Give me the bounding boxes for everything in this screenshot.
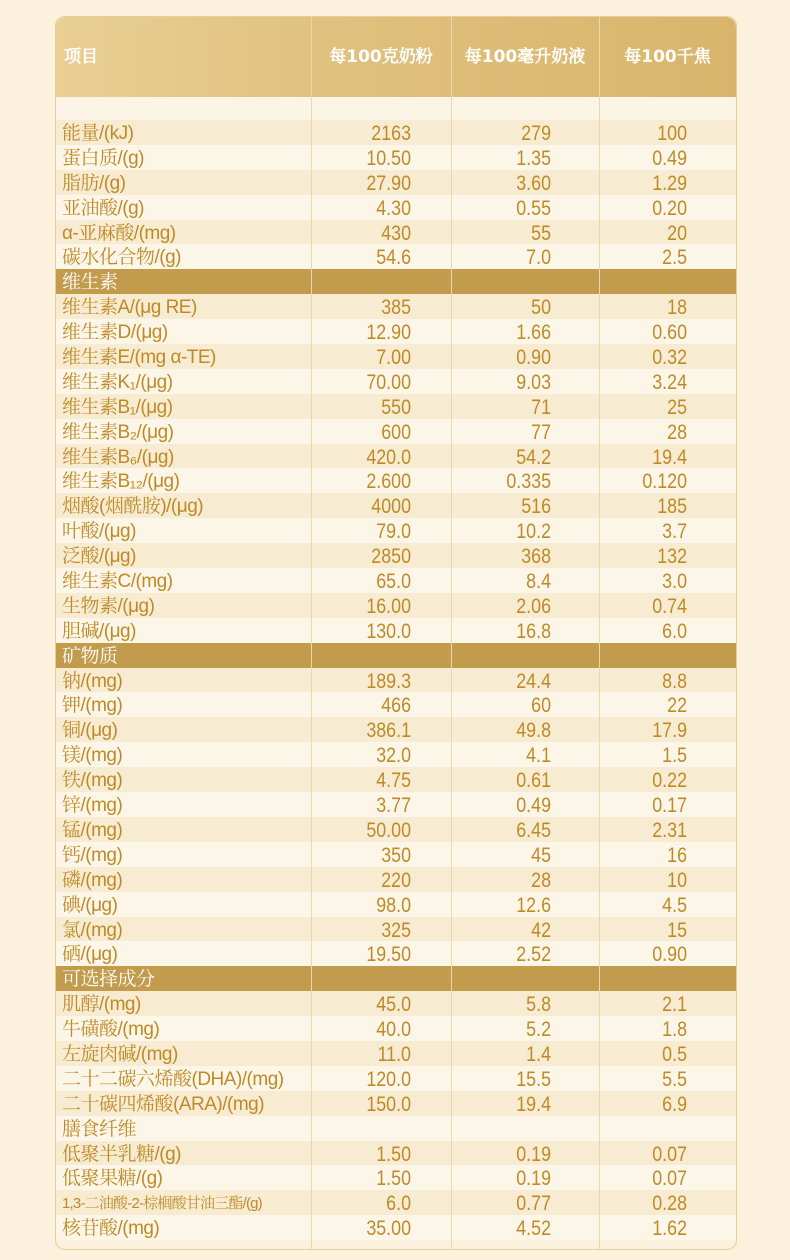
- value-per-100kj: 132: [657, 545, 687, 569]
- value-per-100g-powder: 12.90: [366, 321, 411, 345]
- value-per-100ml-liquid: 6.45: [516, 818, 551, 842]
- value-per-100ml-liquid: 10.2: [516, 520, 551, 544]
- table-row: [56, 618, 736, 643]
- value-per-100ml-liquid: 0.55: [516, 196, 551, 220]
- value-per-100g-powder: 220: [381, 868, 411, 892]
- nutrient-name: 维生素C/(mg): [62, 571, 173, 593]
- value-per-100ml-liquid: 15.5: [516, 1067, 551, 1091]
- table-row: [56, 1165, 736, 1190]
- value-per-100ml-liquid: 1.35: [516, 146, 551, 170]
- nutrient-name: α-亚麻酸/(mg): [62, 222, 176, 244]
- value-per-100ml-liquid: 368: [521, 545, 551, 569]
- nutrient-name: 叶酸/(μg): [62, 521, 136, 543]
- value-per-100g-powder: 4000: [371, 495, 411, 519]
- nutrient-name: 碘/(μg): [62, 894, 118, 916]
- section-header-row: [56, 966, 736, 991]
- nutrient-name: 脂肪/(g): [62, 172, 126, 194]
- value-per-100kj: 0.90: [652, 943, 687, 967]
- table-row: [56, 593, 736, 618]
- value-per-100g-powder: 120.0: [366, 1067, 411, 1091]
- value-per-100g-powder: 2850: [371, 545, 411, 569]
- value-per-100kj: 19.4: [652, 445, 687, 469]
- nutrient-name: 二十碳四烯酸(ARA)/(mg): [62, 1093, 265, 1115]
- nutrient-name: 泛酸/(μg): [62, 546, 136, 568]
- value-per-100ml-liquid: 279: [521, 122, 551, 145]
- table-body: [56, 120, 736, 1240]
- value-per-100kj: 185: [657, 495, 687, 519]
- nutrient-name: 维生素B₂/(μg): [62, 421, 174, 443]
- table-row: [56, 543, 736, 568]
- value-per-100g-powder: 70.00: [366, 370, 411, 394]
- value-per-100kj: 0.22: [652, 769, 687, 793]
- value-per-100g-powder: 32.0: [376, 744, 411, 768]
- value-per-100kj: 0.17: [652, 794, 687, 818]
- table-row: [56, 1041, 736, 1066]
- value-per-100kj: [612, 1116, 687, 1141]
- table-row: [56, 941, 736, 966]
- value-per-100g-powder: 50.00: [366, 818, 411, 842]
- value-per-100ml-liquid: 16.8: [516, 619, 551, 643]
- header-per-100g-powder: 每100克奶粉: [329, 47, 433, 67]
- nutrient-name: 核苷酸/(mg): [62, 1218, 160, 1240]
- value-per-100g-powder: 3.77: [376, 794, 411, 818]
- value-per-100kj: 8.8: [662, 669, 687, 693]
- value-per-100g-powder: 1.50: [376, 1142, 411, 1166]
- value-per-100kj: 22: [667, 694, 687, 718]
- table-row: [56, 244, 736, 269]
- table-row: [56, 518, 736, 543]
- value-per-100g-powder: 2163: [371, 122, 411, 145]
- value-per-100ml-liquid: 50: [531, 296, 551, 320]
- value-per-100g-powder: 420.0: [366, 445, 411, 469]
- nutrient-name: 二十二碳六烯酸(DHA)/(mg): [62, 1068, 284, 1090]
- value-per-100ml-liquid: 0.90: [516, 346, 551, 370]
- table-row: [56, 220, 736, 245]
- value-per-100kj: 18: [667, 296, 687, 320]
- nutrient-name: 镁/(mg): [62, 745, 123, 767]
- nutrient-name: 维生素A/(μg RE): [62, 297, 197, 319]
- value-per-100kj: 4.5: [662, 893, 687, 917]
- table-header: [56, 17, 736, 97]
- value-per-100kj: 1.29: [652, 171, 687, 195]
- value-per-100kj: 0.74: [652, 594, 687, 618]
- table-row: [56, 668, 736, 693]
- value-per-100ml-liquid: 1.66: [516, 321, 551, 345]
- value-per-100g-powder: 1.50: [376, 1167, 411, 1191]
- value-per-100ml-liquid: 0.77: [516, 1192, 551, 1216]
- nutrient-name: 生物素/(μg): [62, 595, 155, 617]
- value-per-100ml-liquid: 8.4: [526, 570, 551, 594]
- nutrient-name: 钠/(mg): [62, 670, 123, 692]
- value-per-100ml-liquid: 7.0: [526, 246, 551, 270]
- value-per-100g-powder: 466: [381, 694, 411, 718]
- value-per-100g-powder: 150.0: [366, 1092, 411, 1116]
- table-row: [56, 344, 736, 369]
- nutrient-name: 磷/(mg): [62, 869, 123, 891]
- value-per-100ml-liquid: 24.4: [516, 669, 551, 693]
- table-row: [56, 1091, 736, 1116]
- value-per-100ml-liquid: 516: [521, 495, 551, 519]
- value-per-100kj: 0.120: [642, 470, 687, 494]
- value-per-100g-powder: 6.0: [386, 1192, 411, 1216]
- value-per-100ml-liquid: 3.60: [516, 171, 551, 195]
- value-per-100g-powder: 79.0: [376, 520, 411, 544]
- value-per-100g-powder: 27.90: [366, 171, 411, 195]
- header-per-100ml-liquid: 每100毫升奶液: [464, 47, 586, 67]
- value-per-100kj: 2.5: [662, 246, 687, 270]
- value-per-100g-powder: 325: [381, 918, 411, 942]
- nutrient-name: 能量/(kJ): [62, 123, 134, 144]
- value-per-100ml-liquid: [466, 1116, 551, 1141]
- value-per-100kj: 0.20: [652, 196, 687, 220]
- value-per-100g-powder: 550: [381, 395, 411, 419]
- value-per-100kj: 3.7: [662, 520, 687, 544]
- value-per-100kj: 25: [667, 395, 687, 419]
- table-row: [56, 767, 736, 792]
- value-per-100kj: 2.31: [652, 818, 687, 842]
- nutrient-name: 左旋肉碱/(mg): [62, 1043, 178, 1065]
- section-header-row: [56, 643, 736, 668]
- table-row: [56, 717, 736, 742]
- table-row: [56, 145, 736, 170]
- nutrient-name: 胆碱/(μg): [62, 620, 136, 642]
- value-per-100kj: 16: [667, 843, 687, 867]
- nutrient-name: 钙/(mg): [62, 844, 123, 866]
- value-per-100ml-liquid: 0.335: [506, 470, 551, 494]
- value-per-100kj: 100: [657, 122, 687, 145]
- table-row: [56, 1116, 736, 1141]
- value-per-100ml-liquid: 49.8: [516, 719, 551, 743]
- nutrient-name: 钾/(mg): [62, 695, 123, 717]
- table-row: [56, 991, 736, 1016]
- column-divider: [451, 17, 452, 1249]
- value-per-100ml-liquid: 2.52: [516, 943, 551, 967]
- value-per-100ml-liquid: 5.8: [526, 993, 551, 1017]
- value-per-100ml-liquid: 0.19: [516, 1167, 551, 1191]
- value-per-100kj: 0.32: [652, 346, 687, 370]
- table-row: [56, 369, 736, 394]
- nutrient-name: 肌醇/(mg): [62, 994, 141, 1016]
- table-row: [56, 319, 736, 344]
- value-per-100kj: 5.5: [662, 1067, 687, 1091]
- value-per-100kj: 0.60: [652, 321, 687, 345]
- value-per-100g-powder: 130.0: [366, 619, 411, 643]
- table-row: [56, 394, 736, 419]
- value-per-100ml-liquid: 77: [531, 420, 551, 444]
- table-row: [56, 1141, 736, 1166]
- table-row: [56, 792, 736, 817]
- table-row: [56, 294, 736, 319]
- value-per-100ml-liquid: 60: [531, 694, 551, 718]
- nutrient-name: 硒/(μg): [62, 944, 118, 966]
- value-per-100ml-liquid: 54.2: [516, 445, 551, 469]
- value-per-100ml-liquid: 71: [531, 395, 551, 419]
- value-per-100ml-liquid: 28: [531, 868, 551, 892]
- table-row: [56, 1215, 736, 1240]
- value-per-100ml-liquid: 19.4: [516, 1092, 551, 1116]
- value-per-100g-powder: 350: [381, 843, 411, 867]
- column-divider: [311, 17, 312, 1249]
- value-per-100ml-liquid: 0.61: [516, 769, 551, 793]
- value-per-100ml-liquid: 4.1: [526, 744, 551, 768]
- value-per-100g-powder: 54.6: [376, 246, 411, 270]
- nutrient-name: 低聚果糖/(g): [62, 1168, 163, 1190]
- nutrient-name: 烟酸(烟酰胺)/(μg): [62, 496, 204, 518]
- value-per-100g-powder: 2.600: [366, 470, 411, 494]
- nutrient-name: 维生素K₁/(μg): [62, 371, 173, 393]
- table-row: [56, 444, 736, 469]
- value-per-100kj: 0.49: [652, 146, 687, 170]
- value-per-100g-powder: 430: [381, 221, 411, 245]
- table-row: [56, 419, 736, 444]
- value-per-100g-powder: 45.0: [376, 993, 411, 1017]
- value-per-100ml-liquid: 55: [531, 221, 551, 245]
- header-per-100kj: 每100千焦: [624, 47, 711, 67]
- value-per-100g-powder: 7.00: [376, 346, 411, 370]
- value-per-100ml-liquid: 4.52: [516, 1217, 551, 1241]
- value-per-100g-powder: 40.0: [376, 1018, 411, 1042]
- table-row: [56, 120, 736, 145]
- value-per-100g-powder: 189.3: [366, 669, 411, 693]
- value-per-100kj: 3.0: [662, 570, 687, 594]
- header-spacer: [56, 97, 736, 120]
- value-per-100ml-liquid: 2.06: [516, 594, 551, 618]
- table-row: [56, 468, 736, 493]
- value-per-100g-powder: 385: [381, 296, 411, 320]
- value-per-100g-powder: 16.00: [366, 594, 411, 618]
- nutrient-name: 亚油酸/(g): [62, 197, 145, 219]
- value-per-100g-powder: [326, 1116, 411, 1141]
- table-row: [56, 892, 736, 917]
- value-per-100kj: 1.5: [662, 744, 687, 768]
- nutrient-name: 维生素D/(μg): [62, 322, 168, 344]
- table-row: [56, 1066, 736, 1091]
- nutrient-name: 铜/(μg): [62, 720, 118, 742]
- value-per-100kj: 0.28: [652, 1192, 687, 1216]
- table-row: [56, 170, 736, 195]
- value-per-100kj: 0.07: [652, 1167, 687, 1191]
- nutrient-name: 维生素B₆/(μg): [62, 446, 174, 468]
- value-per-100kj: 20: [667, 221, 687, 245]
- value-per-100g-powder: 35.00: [366, 1217, 411, 1241]
- table-row: [56, 493, 736, 518]
- nutrient-name: 1,3-二油酸-2-棕榈酸甘油三酯/(g): [62, 1195, 262, 1213]
- value-per-100g-powder: 4.75: [376, 769, 411, 793]
- nutrient-name: 牛磺酸/(mg): [62, 1019, 160, 1041]
- nutrient-name: 锌/(mg): [62, 795, 123, 817]
- value-per-100g-powder: 10.50: [366, 146, 411, 170]
- value-per-100kj: 0.07: [652, 1142, 687, 1166]
- value-per-100kj: 6.0: [662, 619, 687, 643]
- value-per-100ml-liquid: 0.19: [516, 1142, 551, 1166]
- table-row: [56, 1190, 736, 1215]
- value-per-100g-powder: 98.0: [376, 893, 411, 917]
- section-header-row: [56, 269, 736, 294]
- value-per-100g-powder: 19.50: [366, 943, 411, 967]
- nutrient-name: 维生素B₁₂/(μg): [62, 471, 180, 493]
- value-per-100kj: 3.24: [652, 370, 687, 394]
- table-row: [56, 195, 736, 220]
- value-per-100g-powder: 65.0: [376, 570, 411, 594]
- value-per-100ml-liquid: 45: [531, 843, 551, 867]
- nutrient-name: 锰/(mg): [62, 819, 123, 841]
- value-per-100kj: 15: [667, 918, 687, 942]
- table-row: [56, 692, 736, 717]
- value-per-100ml-liquid: 5.2: [526, 1018, 551, 1042]
- value-per-100kj: 10: [667, 868, 687, 892]
- nutrient-name: 蛋白质/(g): [62, 147, 145, 169]
- section-title: 维生素: [62, 272, 118, 294]
- value-per-100g-powder: 600: [381, 420, 411, 444]
- nutrient-name: 低聚半乳糖/(g): [62, 1143, 182, 1165]
- nutrient-name: 氯/(mg): [62, 919, 123, 941]
- value-per-100kj: 1.8: [662, 1018, 687, 1042]
- table-row: [56, 867, 736, 892]
- table-row: [56, 1016, 736, 1041]
- value-per-100kj: 17.9: [652, 719, 687, 743]
- nutrition-table: [55, 16, 737, 1250]
- header-item: 项目: [64, 47, 98, 67]
- nutrient-name: 维生素E/(mg α-TE): [62, 347, 216, 369]
- value-per-100kj: 2.1: [662, 993, 687, 1017]
- value-per-100g-powder: 4.30: [376, 196, 411, 220]
- table-row: [56, 842, 736, 867]
- value-per-100g-powder: 11.0: [377, 1042, 411, 1066]
- value-per-100ml-liquid: 9.03: [516, 370, 551, 394]
- table-row: [56, 917, 736, 942]
- value-per-100kj: 28: [667, 420, 687, 444]
- table-row: [56, 742, 736, 767]
- nutrient-name: 膳食纤维: [62, 1118, 137, 1140]
- table-row: [56, 568, 736, 593]
- value-per-100kj: 0.5: [662, 1042, 687, 1066]
- value-per-100kj: 6.9: [662, 1092, 687, 1116]
- value-per-100g-powder: 386.1: [366, 719, 411, 743]
- section-title: 可选择成分: [62, 969, 155, 991]
- column-divider: [599, 17, 600, 1249]
- value-per-100ml-liquid: 12.6: [516, 893, 551, 917]
- nutrient-name: 碳水化合物/(g): [62, 247, 182, 269]
- table-row: [56, 817, 736, 842]
- nutrient-name: 铁/(mg): [62, 770, 123, 792]
- value-per-100kj: 1.62: [652, 1217, 687, 1241]
- value-per-100ml-liquid: 1.4: [526, 1042, 551, 1066]
- section-title: 矿物质: [62, 645, 118, 667]
- value-per-100ml-liquid: 0.49: [516, 794, 551, 818]
- nutrient-name: 维生素B₁/(μg): [62, 396, 173, 418]
- value-per-100ml-liquid: 42: [531, 918, 551, 942]
